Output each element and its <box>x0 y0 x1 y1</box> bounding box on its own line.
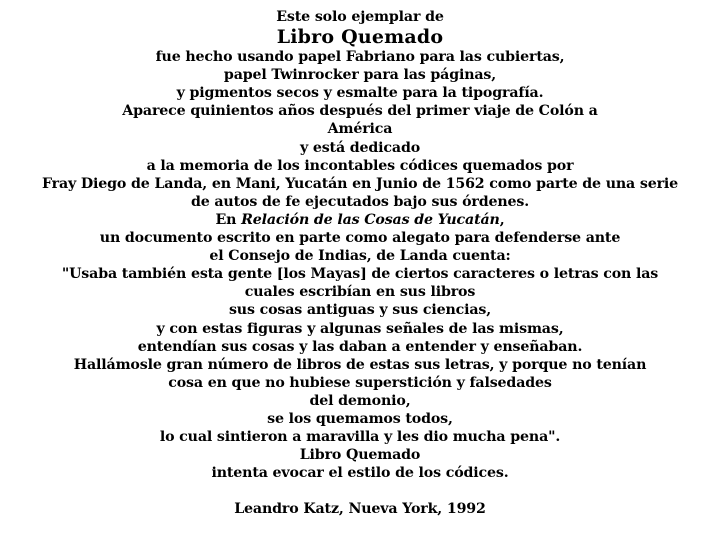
book-title: Libro Quemado <box>276 26 444 49</box>
columbus-line: Aparece quinientos años después del primer viaje de Colón a <box>122 103 598 120</box>
quote-line-5: entendían sus cosas y las daban a entender y enseñaban. <box>137 338 583 355</box>
closing-title-line: Libro Quemado <box>299 447 421 464</box>
quote-line-1: "Usaba también esta gente [los Mayas] de ciertos caracteres o letras con las <box>61 266 659 283</box>
quote-line-7: cosa en que no hubiese superstición y falsedades <box>168 374 552 391</box>
landa-line: Fray Diego de Landa, en Mani, Yucatán en Junio de 1562 como parte de una serie <box>41 175 679 192</box>
quote-line-9: se los quemamos todos, <box>267 410 453 427</box>
quote-line-6: Hallámosle gran número de libros de estas sus letras, y porque no tenían <box>73 356 647 373</box>
quote-line-3: sus cosas antiguas y sus ciencias, <box>228 302 492 319</box>
document-line: un documento escrito en parte como alegato para defenderse ante <box>99 230 621 247</box>
intro-line: Este solo ejemplar de <box>276 9 444 25</box>
council-line: el Consejo de Indias, de Landa cuenta: <box>209 248 511 265</box>
quote-line-8: del demonio, <box>309 392 411 409</box>
autos-de-fe-line: de autos de fe ejecutados bajo sus órdenes. <box>190 193 530 210</box>
quote-line-2: cuales escribían en sus libros <box>244 284 476 301</box>
materials-covers-line: fue hecho usando papel Fabriano para las cubiertas, <box>155 49 565 66</box>
relacion-line <box>0 211 720 229</box>
closing-line: intenta evocar el estilo de los códices. <box>211 465 509 482</box>
relacion-prefix: En <box>215 211 242 228</box>
quote-line-10: lo cual sintieron a maravilla y les dio mucha pena". <box>159 429 561 446</box>
relacion-suffix: , <box>499 211 505 228</box>
materials-typography-line: y pigmentos secos y esmalte para la tipografía. <box>176 85 544 102</box>
quote-line-4: y con estas figuras y algunas señales de las mismas, <box>156 320 564 337</box>
spacer <box>0 482 720 500</box>
relacion-title: Relación de las Cosas de Yucatán <box>241 211 500 228</box>
memory-line: a la memoria de los incontables códices quemados por <box>146 157 574 174</box>
dedication-line: y está dedicado <box>299 139 421 156</box>
signature: Leandro Katz, Nueva York, 1992 <box>234 501 486 518</box>
america-line: América <box>327 121 393 138</box>
materials-pages-line: papel Twinrocker para las páginas, <box>223 67 497 84</box>
